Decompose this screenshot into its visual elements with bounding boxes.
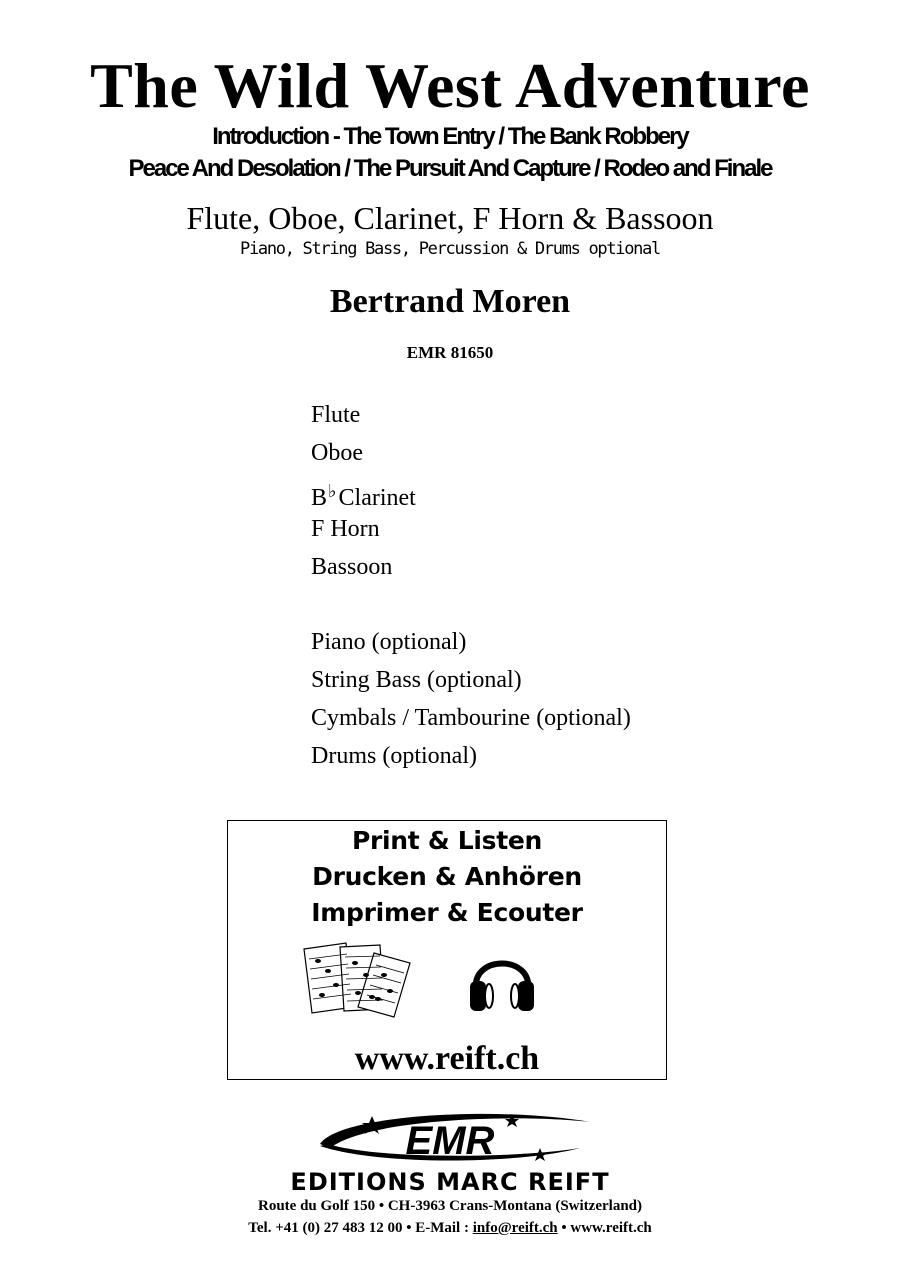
publisher-address: Route du Golf 150 • CH-3963 Crans-Montana (Switzerland): [258, 1198, 642, 1214]
clarinet-prefix: B: [311, 485, 328, 511]
part-bassoon: Bassoon: [311, 554, 393, 580]
part-cymbals: Cymbals / Tambourine (optional): [311, 705, 631, 731]
contact-tel: Tel. +41 (0) 27 483 12 00 • E-Mail :: [248, 1220, 473, 1236]
publisher-contact: [0, 1218, 900, 1238]
clarinet-label: Clarinet: [338, 485, 416, 511]
flat-sign: ♭: [328, 481, 337, 501]
subtitle-line-1: Introduction - The Town Entry / The Bank Robbery: [212, 123, 688, 150]
part-horn: F Horn: [311, 516, 380, 542]
promo-line-fr: Imprimer & Ecouter: [311, 898, 583, 927]
part-string-bass: String Bass (optional): [311, 667, 522, 693]
part-oboe: Oboe: [311, 440, 363, 466]
part-piano: Piano (optional): [311, 629, 467, 655]
emr-logo: [300, 1108, 600, 1168]
subtitle-line-2: Peace And Desolation / The Pursuit And Capture / Rodeo and Finale: [128, 155, 772, 182]
parts-spacer: [311, 587, 631, 625]
publisher-name: EDITIONS MARC REIFT: [290, 1168, 610, 1196]
part-drums: Drums (optional): [311, 743, 477, 769]
page-title: The Wild West Adventure: [90, 50, 810, 121]
promo-line-en: Print & Listen: [351, 826, 543, 855]
contact-web[interactable]: • www.reift.ch: [557, 1220, 652, 1236]
composer-name: Bertrand Moren: [329, 283, 571, 320]
part-flute: Flute: [311, 402, 361, 428]
email-link[interactable]: info@reift.ch: [472, 1220, 558, 1236]
instrumentation: Flute, Oboe, Clarinet, F Horn & Bassoon: [186, 200, 714, 236]
logo-text: EMR: [405, 1119, 495, 1163]
print-listen-box: [227, 820, 667, 1080]
parts-list: [311, 398, 631, 777]
catalog-number: EMR 81650: [406, 343, 494, 362]
promo-line-de: Drucken & Anhören: [312, 862, 582, 891]
sheet-music-icon: [300, 941, 412, 1019]
part-clarinet: [311, 474, 631, 512]
website-link[interactable]: www.reift.ch: [354, 1040, 540, 1077]
headphones-icon: [466, 945, 538, 1019]
optional-instruments: Piano, String Bass, Percussion & Drums optional: [240, 239, 660, 259]
